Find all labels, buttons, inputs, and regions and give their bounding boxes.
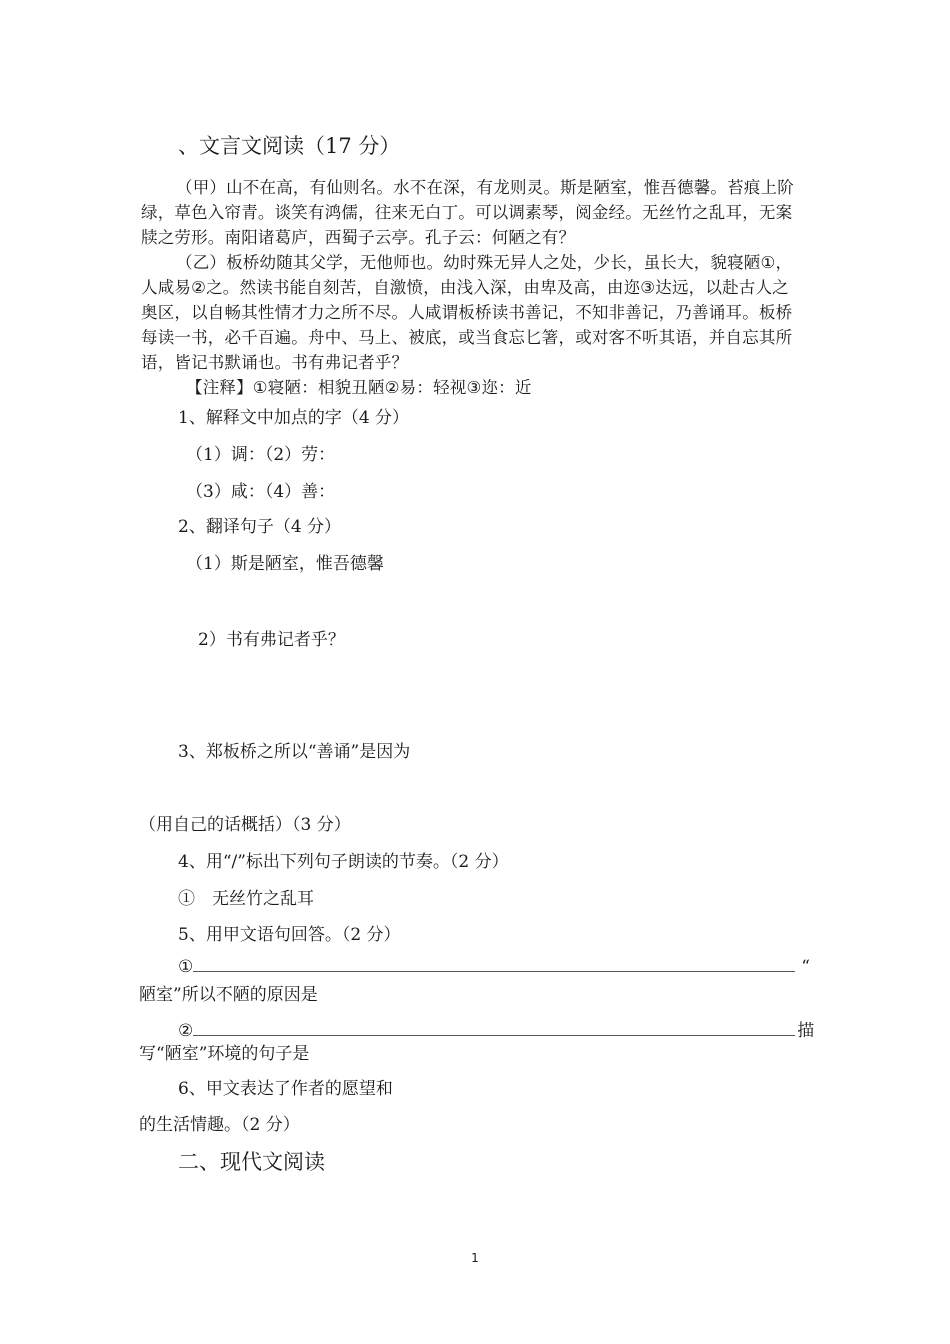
question-2-part-b: 2）书有弗记者乎？ bbox=[198, 630, 345, 650]
passage-jia-line: 牍之劳形。南阳诸葛庐，西蜀子云亭。孔子云：何陋之有？ bbox=[141, 228, 576, 247]
question-5-item-1 bbox=[178, 957, 810, 977]
question-2-title: 2、翻译句子（4 分） bbox=[178, 517, 342, 537]
answer-blank[interactable] bbox=[193, 957, 795, 972]
continued-text: 描 bbox=[797, 1021, 815, 1041]
passage-yi-line: （乙）板桥幼随其父学，无他师也。幼时殊无异人之处，少长，虽长大，貌寝陋①， bbox=[176, 253, 793, 272]
question-6-title: 6、甲文表达了作者的愿望和 bbox=[178, 1079, 393, 1099]
passage-yi-line: 人咸易②之。然读书能自刻苦，自激愤，由浅入深，由卑及高，由迩③达远，以赴古人之 bbox=[141, 278, 789, 297]
question-6-tail: 的生活情趣。（2 分） bbox=[139, 1115, 300, 1135]
quote-mark: “ bbox=[801, 957, 810, 977]
question-5-item-2 bbox=[178, 1016, 814, 1041]
question-2-part-a: （1）斯是陋室，惟吾德馨 bbox=[186, 554, 384, 574]
question-4-title: 4、用“/”标出下列句子朗读的节奏。（2 分） bbox=[178, 852, 509, 872]
passage-jia-line: （甲）山不在高，有仙则名。水不在深，有龙则灵。斯是陋室，惟吾德馨。苔痕上阶 bbox=[176, 178, 794, 197]
answer-blank[interactable] bbox=[193, 1021, 795, 1036]
question-1-part-b: （3）咸：（4）善： bbox=[186, 482, 336, 502]
question-3-title: 3、郑板桥之所以“善诵”是因为 bbox=[178, 742, 411, 762]
item-marker: ① bbox=[178, 957, 194, 977]
page-number: 1 bbox=[471, 1251, 479, 1265]
passage-yi-line: 每读一书，必千百遍。舟中、马上、被底，或当食忘匕箸，或对客不听其语，并自忘其所 bbox=[141, 328, 793, 347]
question-5-item-1-tail: 陋室”所以不陋的原因是 bbox=[139, 985, 318, 1005]
question-1-title: 1、解释文中加点的字（4 分） bbox=[178, 408, 410, 428]
question-3-tail: （用自己的话概括）（3 分） bbox=[139, 815, 351, 835]
section-title-classical: 、文言文阅读（17 分） bbox=[178, 134, 401, 158]
question-5-item-2-tail: 写“陋室”环境的句子是 bbox=[139, 1044, 310, 1064]
question-5-title: 5、用甲文语句回答。（2 分） bbox=[178, 925, 401, 945]
question-1-part-a: （1）调：（2）劳： bbox=[186, 445, 336, 465]
passage-jia-line: 绿，草色入帘青。谈笑有鸿儒，往来无白丁。可以调素琴，阅金经。无丝竹之乱耳，无案 bbox=[141, 203, 793, 222]
passage-yi-line: 语，皆记书默诵也。书有弗记者乎？ bbox=[141, 353, 409, 372]
section-title-modern: 二、现代文阅读 bbox=[178, 1150, 325, 1174]
annotation-notes: 【注释】①寝陋：相貌丑陋②易：轻视③迩：近 bbox=[186, 378, 532, 397]
item-marker: ② bbox=[178, 1021, 194, 1041]
passage-yi-line: 奥区，以自畅其性情才力之所不尽。人咸谓板桥读书善记，不知非善记，乃善诵耳。板桥 bbox=[141, 303, 793, 322]
question-4-sentence: ① 无丝竹之乱耳 bbox=[178, 889, 314, 909]
